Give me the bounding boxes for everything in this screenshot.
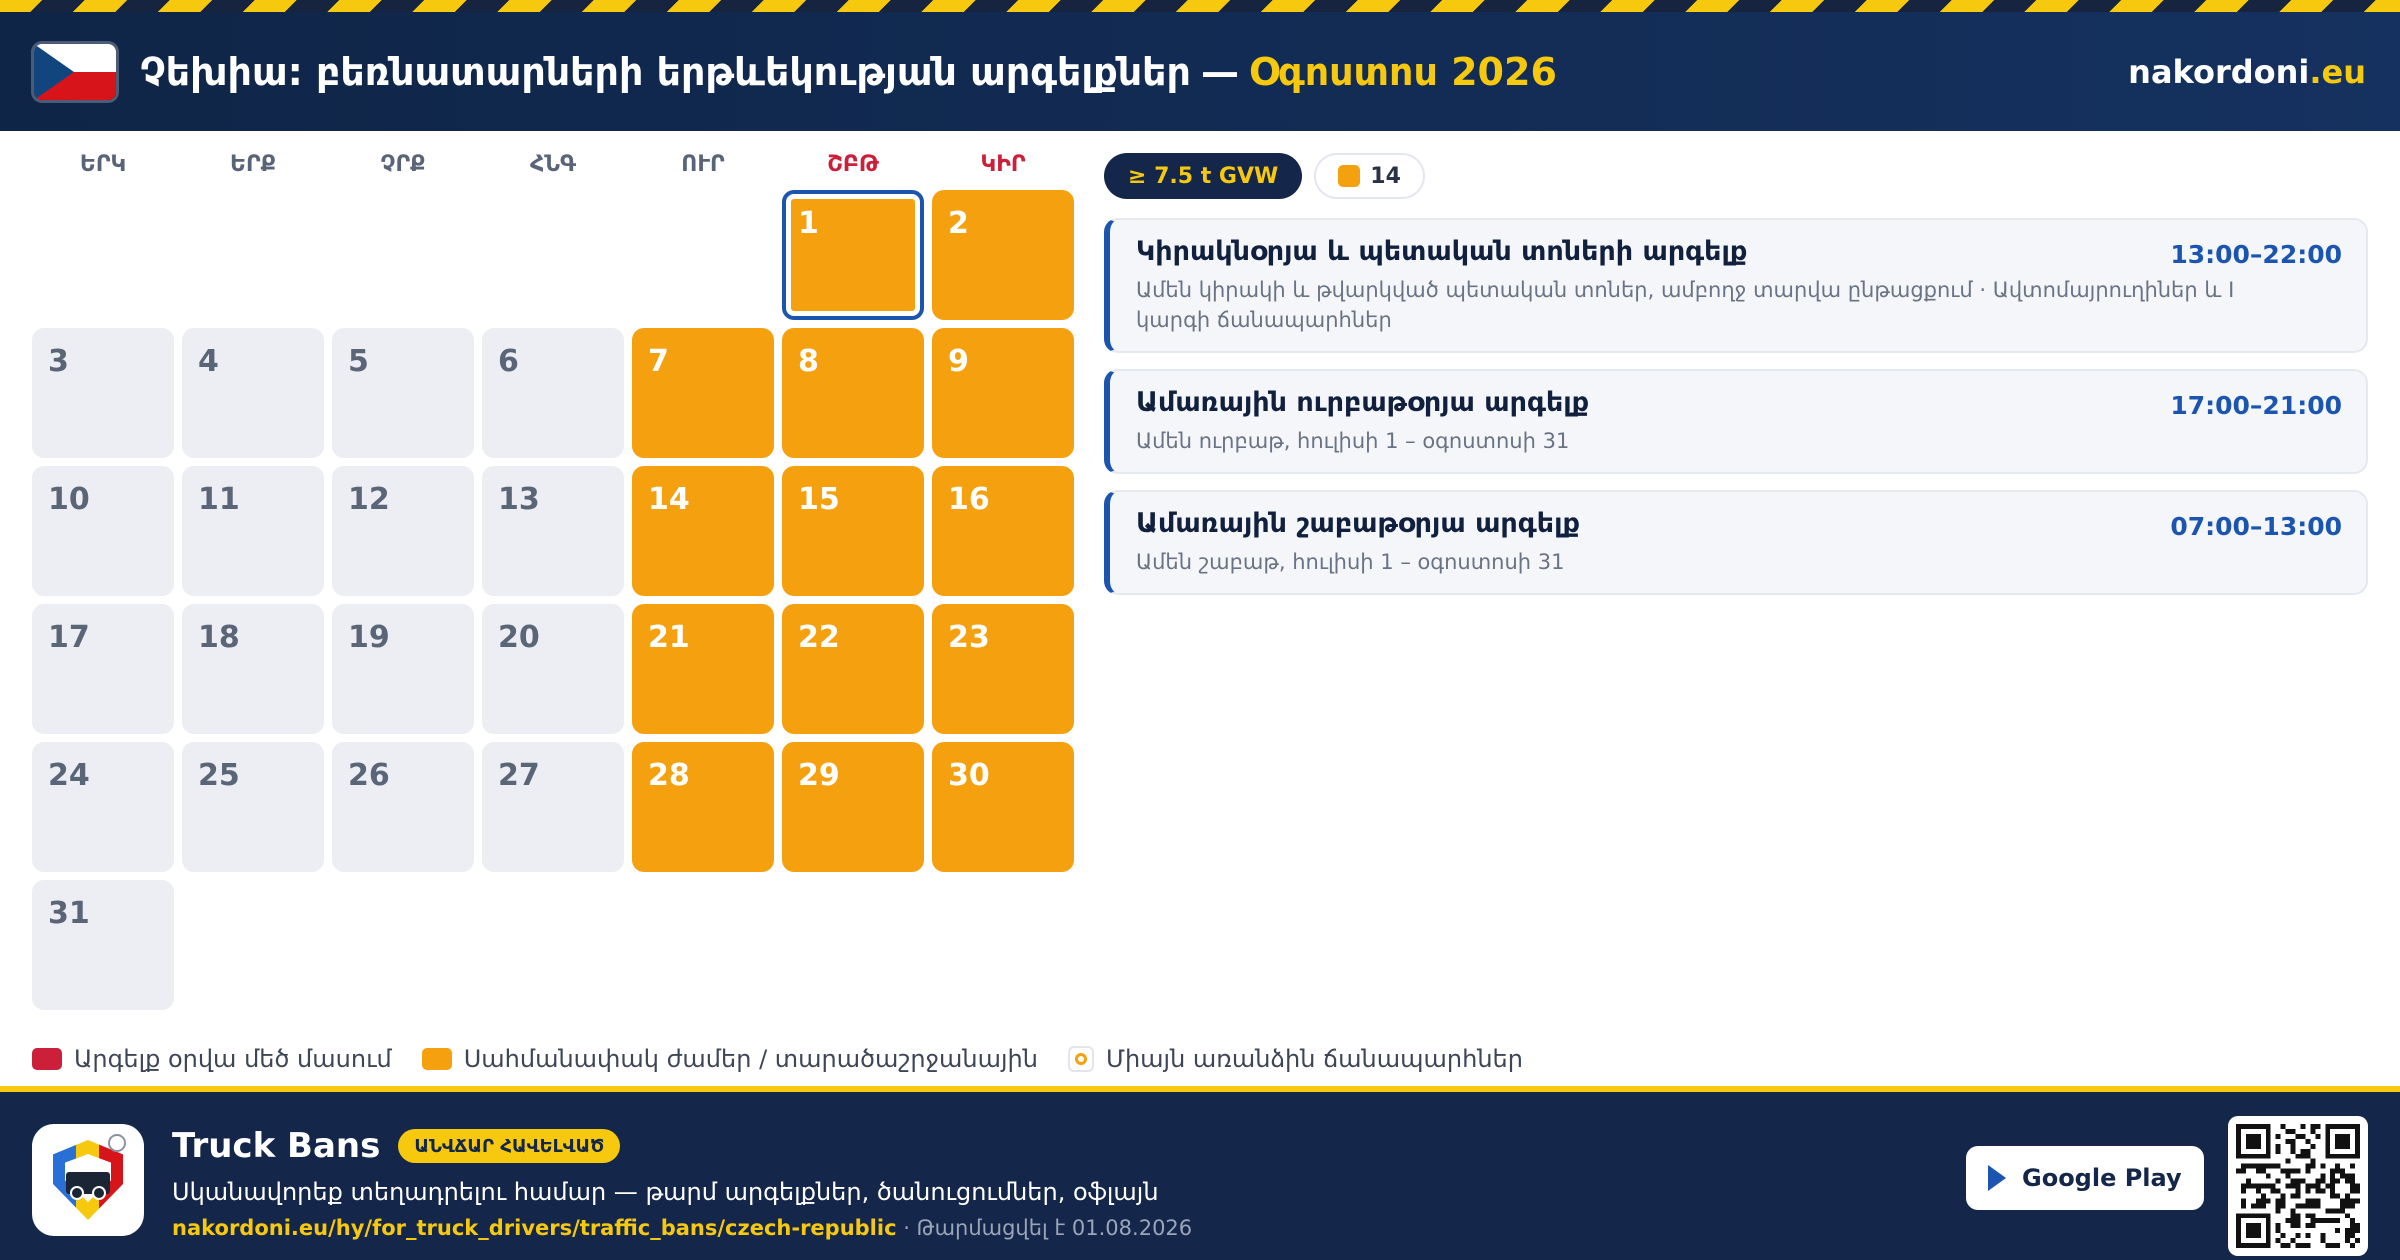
day-number: 8 (798, 344, 819, 379)
weekday-header (32, 152, 1074, 177)
day-number: 9 (948, 344, 969, 379)
legend-label-full-day: Արգելք օրվա մեծ մասում (74, 1045, 392, 1073)
calendar-day[interactable] (32, 742, 174, 872)
day-number: 6 (498, 344, 519, 379)
calendar-blank-cell (632, 190, 774, 320)
weekday-sun: ԿԻՐ (980, 152, 1026, 177)
page-title (140, 50, 1557, 94)
gvw-chip[interactable]: ≥ 7.5 t GVW (1104, 153, 1302, 199)
calendar-day-ban[interactable] (932, 742, 1074, 872)
page-header (0, 12, 2400, 131)
day-number: 14 (648, 482, 690, 517)
weekday-fri: ՈՒՐ (681, 152, 725, 177)
calendar-day-ban[interactable] (782, 742, 924, 872)
rule-hours: 13:00–22:00 (2170, 240, 2342, 269)
calendar-day[interactable] (482, 742, 624, 872)
rule-hours: 17:00–21:00 (2170, 391, 2342, 420)
rule-hours: 07:00–13:00 (2170, 512, 2342, 541)
ban-count-chip[interactable] (1314, 153, 1425, 199)
rules-list (1104, 218, 2368, 595)
ban-count-value: 14 (1370, 163, 1401, 189)
day-number: 31 (48, 896, 90, 931)
calendar-day-ban[interactable] (632, 742, 774, 872)
app-url-line (172, 1216, 1192, 1240)
rule-title: Ամառային շաբաթօրյա արգելք (1136, 508, 1580, 539)
day-number: 16 (948, 482, 990, 517)
title-separator: — (1200, 49, 1239, 94)
calendar-day[interactable] (182, 604, 324, 734)
calendar-day-ban[interactable] (782, 328, 924, 458)
calendar-day[interactable] (182, 742, 324, 872)
day-number: 10 (48, 482, 90, 517)
calendar-day-ban[interactable] (932, 328, 1074, 458)
rule-card[interactable] (1104, 369, 2368, 474)
calendar-day-ban[interactable] (932, 604, 1074, 734)
day-number: 7 (648, 344, 669, 379)
calendar-day-ban[interactable] (632, 604, 774, 734)
calendar-day-ban[interactable] (632, 466, 774, 596)
weekday-thu: ՀՆԳ (529, 152, 577, 177)
day-number: 5 (348, 344, 369, 379)
calendar-day-ban[interactable] (782, 604, 924, 734)
calendar-day[interactable] (32, 466, 174, 596)
app-description: Սկանավորեք տեղադրելու համար — թարմ արգելքներ, ծանուցումներ, օֆլայն (172, 1178, 1159, 1206)
play-store-icon (1988, 1165, 2006, 1191)
day-number: 29 (798, 758, 840, 793)
day-number: 12 (348, 482, 390, 517)
calendar-day[interactable] (332, 604, 474, 734)
app-url-link[interactable]: nakordoni.eu/hy/for_truck_drivers/traffic_bans/czech-republic (172, 1216, 897, 1240)
day-number: 22 (798, 620, 840, 655)
calendar-day-ban[interactable] (632, 328, 774, 458)
updated-date: · Թարմացվել է 01.08.2026 (896, 1216, 1193, 1240)
rule-description: Ամեն կիրակի և թվարկված պետական տոներ, ամբողջ տարվա ընթացքում · Ավտոմայրուղիներ և I կարգի ճանապարհներ (1136, 278, 2235, 332)
rule-card[interactable] (1104, 490, 2368, 595)
calendar-day-ban[interactable] (782, 190, 924, 320)
day-number: 19 (348, 620, 390, 655)
day-number: 25 (198, 758, 240, 793)
calendar-grid (32, 190, 1074, 1010)
calendar-day-ban[interactable] (932, 190, 1074, 320)
day-number: 2 (948, 206, 969, 241)
day-number: 26 (348, 758, 390, 793)
calendar-day[interactable] (482, 466, 624, 596)
orange-swatch-icon (422, 1048, 452, 1070)
title-text: Չեխիա: բեռնատարների երթևեկության արգելքներ (140, 49, 1191, 94)
calendar-day[interactable] (32, 328, 174, 458)
rule-card[interactable] (1104, 218, 2368, 353)
legend-item-roads (1068, 1045, 1523, 1073)
free-app-badge: ԱՆՎՃԱՐ ՀԱՎԵԼՎԱԾ (398, 1129, 620, 1163)
calendar-day[interactable] (182, 328, 324, 458)
calendar-blank-cell (32, 190, 174, 320)
app-name: Truck Bans (172, 1126, 381, 1166)
orange-square-icon (1338, 165, 1360, 187)
day-number: 11 (198, 482, 240, 517)
day-number: 18 (198, 620, 240, 655)
app-promo-footer (0, 1086, 2400, 1260)
legend-label-limited: Սահմանափակ ժամեր / տարածաշրջանային (463, 1045, 1038, 1073)
calendar-day[interactable] (332, 328, 474, 458)
weekday-tue: ԵՐՔ (229, 152, 277, 177)
calendar-blank-cell (182, 190, 324, 320)
legend-item-limited (422, 1045, 1038, 1073)
legend-item-full-day (32, 1045, 392, 1073)
legend (32, 1045, 1523, 1073)
hazard-stripe (0, 0, 2400, 12)
calendar-day[interactable] (482, 328, 624, 458)
czech-flag-icon (34, 44, 116, 100)
brand-name: nakordoni (2128, 52, 2310, 91)
google-play-button[interactable] (1966, 1146, 2204, 1210)
calendar-day[interactable] (482, 604, 624, 734)
calendar-day[interactable] (332, 742, 474, 872)
rule-title: Ամառային ուրբաթօրյա արգելք (1136, 387, 1590, 418)
qr-code-icon[interactable] (2228, 1116, 2368, 1256)
day-number: 30 (948, 758, 990, 793)
calendar-day[interactable] (182, 466, 324, 596)
day-number: 21 (648, 620, 690, 655)
calendar-day-ban[interactable] (932, 466, 1074, 596)
title-month: Օգոստոս 2026 (1248, 49, 1557, 94)
calendar-blank-cell (482, 190, 624, 320)
day-number: 28 (648, 758, 690, 793)
rule-description: Ամեն ուրբաթ, հուլիսի 1 – օգոստոսի 31 (1136, 429, 1570, 453)
brand-tld: .eu (2309, 52, 2366, 91)
app-title-row (172, 1126, 620, 1166)
day-number: 15 (798, 482, 840, 517)
calendar-day[interactable] (32, 604, 174, 734)
rule-title: Կիրակնօրյա և պետական տոների արգելք (1136, 236, 1748, 267)
day-number: 3 (48, 344, 69, 379)
day-number: 23 (948, 620, 990, 655)
weekday-sat: ՇԲԹ (827, 152, 879, 177)
calendar-day[interactable] (32, 880, 174, 1010)
weekday-wed: ՉՐՔ (380, 152, 426, 177)
day-number: 17 (48, 620, 90, 655)
calendar-blank-cell (332, 190, 474, 320)
red-swatch-icon (32, 1048, 62, 1070)
day-number: 20 (498, 620, 540, 655)
brand-link[interactable] (2128, 53, 2366, 91)
legend-label-roads: Միայն առանձին ճանապարհներ (1105, 1045, 1523, 1073)
truck-shield-icon[interactable] (32, 1124, 144, 1236)
calendar-day[interactable] (332, 466, 474, 596)
day-number: 24 (48, 758, 90, 793)
calendar-day-ban[interactable] (782, 466, 924, 596)
weekday-mon: ԵՐԿ (79, 152, 127, 177)
rule-description: Ամեն շաբաթ, հուլիսի 1 – օգոստոսի 31 (1136, 550, 1565, 574)
google-play-label: Google Play (2022, 1164, 2182, 1192)
ring-swatch-icon (1068, 1046, 1094, 1072)
filter-chips (1104, 153, 1425, 199)
day-number: 4 (198, 344, 219, 379)
day-number: 27 (498, 758, 540, 793)
day-number: 13 (498, 482, 540, 517)
day-number: 1 (798, 206, 819, 241)
